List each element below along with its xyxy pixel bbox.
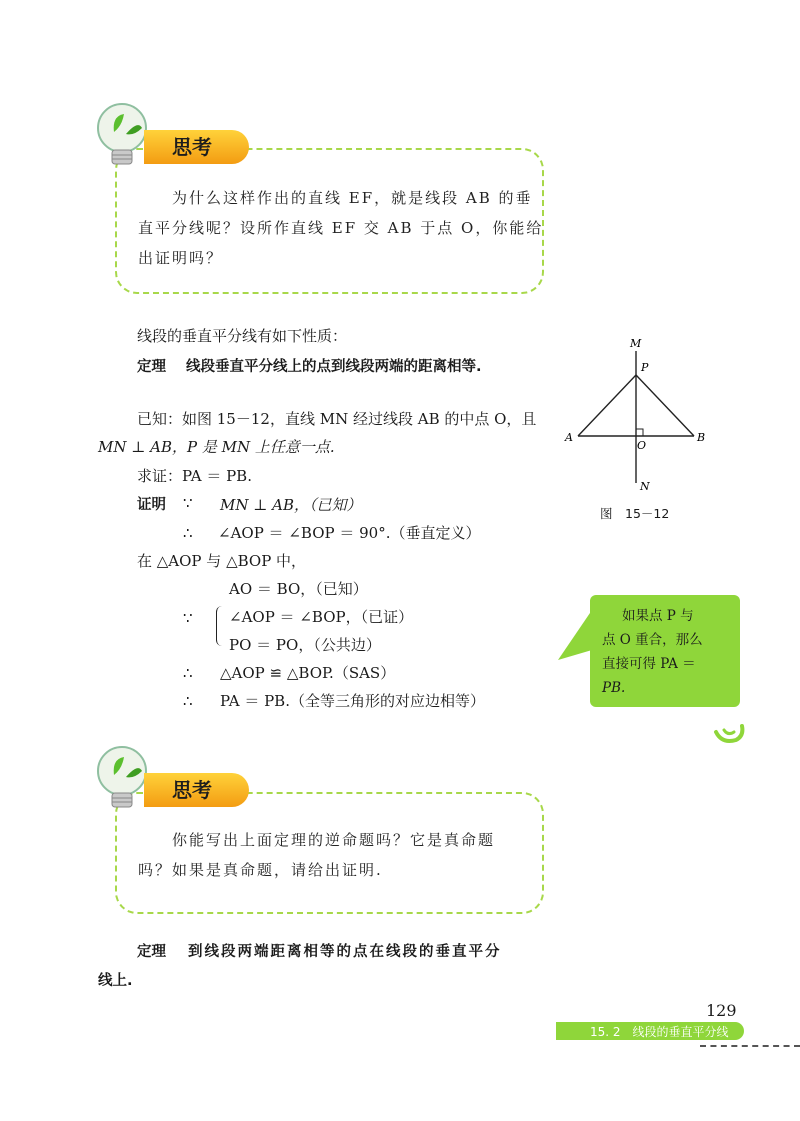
theorem-2-label: 定理: [137, 944, 166, 960]
tip-line-1: 如果点 P 与: [622, 608, 694, 624]
theorem-1-label: 定理: [137, 359, 166, 375]
figure-caption: 图 15－12: [600, 506, 670, 521]
tip-line-2: 点 O 重合，那么: [602, 632, 703, 648]
proof-condition-3: PO ＝ PO，（公共边）: [229, 636, 381, 654]
proof-step-1: MN ⊥ AB，（已知）: [220, 496, 362, 514]
proof-label: 证明: [137, 497, 166, 513]
think-label-2: 思考: [144, 773, 249, 807]
page-number: 129: [706, 1001, 737, 1020]
proof-step-3: 在 △AOP 与 △BOP 中，: [137, 552, 307, 570]
proof-because-2: ∵: [183, 609, 193, 627]
prove-statement: 求证：PA ＝ PB.: [137, 467, 252, 485]
label-o: O: [637, 439, 647, 452]
given-line-1: 已知：如图 15－12，直线 MN 经过线段 AB 的中点 O，且: [137, 410, 537, 428]
brace: [216, 606, 225, 646]
label-n: N: [640, 480, 650, 493]
think-2-line-2: 吗？如果是真命题，请给出证明.: [138, 861, 383, 879]
section-title: 15. 2 线段的垂直平分线: [590, 1025, 729, 1039]
proof-step-2: ∠AOP ＝ ∠BOP ＝ 90°.（垂直定义）: [218, 524, 481, 542]
label-b: B: [697, 431, 706, 444]
segment-pa: [578, 375, 636, 436]
decorative-swirl-icon: [712, 712, 746, 746]
intro-text: 线段的垂直平分线有如下性质：: [137, 327, 348, 345]
given-line-2: MN ⊥ AB，P 是 MN 上任意一点.: [98, 438, 335, 456]
segment-pb: [636, 375, 694, 436]
think-2-line-1: 你能写出上面定理的逆命题吗？它是真命题: [172, 831, 496, 849]
label-m: M: [630, 337, 642, 350]
think-label-1: 思考: [144, 130, 249, 164]
footer-divider: [700, 1045, 800, 1047]
theorem-2-line-1: 到线段两端距离相等的点在线段的垂直平分: [188, 944, 502, 960]
proof-because-1: ∵: [183, 494, 193, 512]
right-angle-mark: [636, 429, 643, 436]
label-a: A: [565, 431, 573, 444]
proof-step-4: △AOP ≌ △BOP.（SAS）: [220, 664, 396, 682]
proof-therefore-3: ∴: [183, 692, 193, 710]
proof-condition-1: AO ＝ BO，（已知）: [229, 580, 368, 598]
figure-15-12: [560, 335, 720, 495]
theorem-1-text: 线段垂直平分线上的点到线段两端的距离相等.: [186, 359, 482, 375]
proof-therefore-1: ∴: [183, 524, 193, 542]
theorem-2-line-2: 线上.: [98, 973, 133, 989]
proof-condition-2: ∠AOP ＝ ∠BOP，（已证）: [229, 608, 414, 626]
label-p: P: [641, 361, 649, 374]
tip-line-4: PB.: [602, 680, 626, 696]
tip-line-3: 直接可得 PA ＝: [602, 656, 696, 672]
proof-therefore-2: ∴: [183, 664, 193, 682]
think-1-line-1: 为什么这样作出的直线 EF，就是线段 AB 的垂: [172, 189, 533, 207]
proof-step-5: PA ＝ PB.（全等三角形的对应边相等）: [220, 692, 485, 710]
think-1-line-3: 出证明吗？: [138, 249, 224, 267]
tip-text: [602, 604, 730, 700]
think-1-line-2: 直平分线呢？设所作直线 EF 交 AB 于点 O，你能给: [138, 219, 544, 237]
